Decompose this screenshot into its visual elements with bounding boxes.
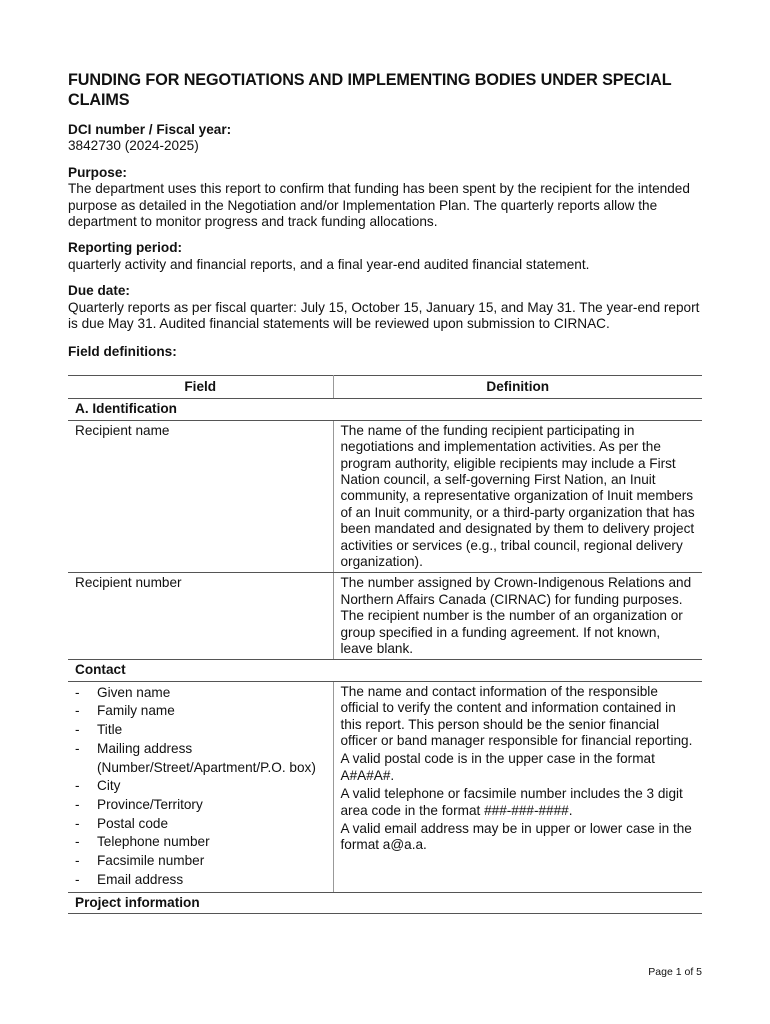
contact-definition-paragraph: The name and contact information of the responsible official to verify the content and information contained in this report. This person should be the senior financial officer or band manager responsible for financial reporting.: [340, 683, 693, 748]
postal-code-definition: A valid postal code is in the upper case in the format A#A#A#.: [340, 751, 655, 783]
list-item: - Postal code: [75, 815, 326, 834]
list-item: - Title: [75, 721, 326, 740]
list-item: - Facsimile number: [75, 852, 326, 871]
contact-fields-list: [75, 684, 326, 890]
contact-definition-cell: [333, 681, 702, 892]
due-text: Quarterly reports as per fiscal quarter: July 15, October 15, January 15, and May 31. The year-end report is due May 31. Audited financial statements will be reviewed upon submission to CIRNAC.: [68, 299, 700, 332]
list-item: - Province/Territory: [75, 796, 326, 815]
table-row: [68, 573, 702, 660]
email-definition: A valid email address may be in upper or lower case in the format a@a.a.: [340, 821, 692, 853]
header-field: Field: [68, 375, 333, 398]
purpose-text: The department uses this report to confirm that funding has been spent by the recipient for the intended purpose as detailed in the Negotiation and/or Implementation Plan. The quarterly reports allow the department to monitor progress and track funding allocations.: [68, 181, 690, 230]
dci-section: [68, 122, 702, 155]
page-number: Page 1 of 5: [648, 966, 702, 978]
table-row: [68, 681, 702, 892]
dci-value: 3842730 (2024-2025): [68, 138, 199, 154]
contact-fields-cell: [68, 681, 333, 892]
list-item: - Telephone number: [75, 833, 326, 852]
section-contact: Contact: [68, 660, 702, 681]
due-section: [68, 283, 702, 332]
list-item: - Email address: [75, 871, 326, 890]
due-label: Due date:: [68, 283, 130, 299]
section-row-project: [68, 892, 702, 913]
table-row: [68, 420, 702, 573]
list-item: - Mailing address (Number/Street/Apartment/P.O. box): [75, 740, 326, 777]
purpose-label: Purpose:: [68, 164, 127, 180]
field-definitions-label: Field definitions:: [68, 344, 177, 360]
field-recipient-name: Recipient name: [68, 420, 333, 573]
document-title: FUNDING FOR NEGOTIATIONS AND IMPLEMENTING BODIES UNDER SPECIAL CLAIMS: [68, 71, 672, 109]
section-row-identification: [68, 399, 702, 420]
reporting-text: quarterly activity and financial reports, and a final year-end audited financial statement.: [68, 256, 590, 272]
definition-recipient-name: The name of the funding recipient participating in negotiations and implementation activities. As per the program authority, eligible recipients may include a First Nation council, a self-governing First Nation, an Inuit community, a representative organization of Inuit members of an Inuit community, or a third-party organization that has been mandated and designated by them to delivery project activities or services (e.g., tribal council, regional delivery organization).: [333, 420, 702, 573]
list-item: - City: [75, 777, 326, 796]
table-header-row: [68, 375, 702, 398]
section-row-contact: [68, 660, 702, 681]
section-project-information: Project information: [68, 892, 702, 913]
document-page: [68, 70, 702, 914]
field-definitions-table: [68, 375, 702, 914]
section-identification: A. Identification: [68, 399, 702, 420]
field-recipient-number: Recipient number: [68, 573, 333, 660]
header-definition: Definition: [333, 375, 702, 398]
list-item: - Family name: [75, 702, 326, 721]
dci-label: DCI number / Fiscal year:: [68, 122, 232, 137]
list-item: - Given name: [75, 684, 326, 703]
reporting-label: Reporting period:: [68, 240, 183, 256]
definition-recipient-number: The number assigned by Crown-Indigenous Relations and Northern Affairs Canada (CIRNAC) for funding purposes. The recipient number is the number of an organization or group specified in a funding agreement. If not known, leave blank.: [333, 573, 702, 660]
telephone-definition: A valid telephone or facsimile number includes the 3 digit area code in the format ###-###-####.: [340, 786, 683, 818]
reporting-section: [68, 240, 702, 273]
purpose-section: [68, 165, 702, 231]
